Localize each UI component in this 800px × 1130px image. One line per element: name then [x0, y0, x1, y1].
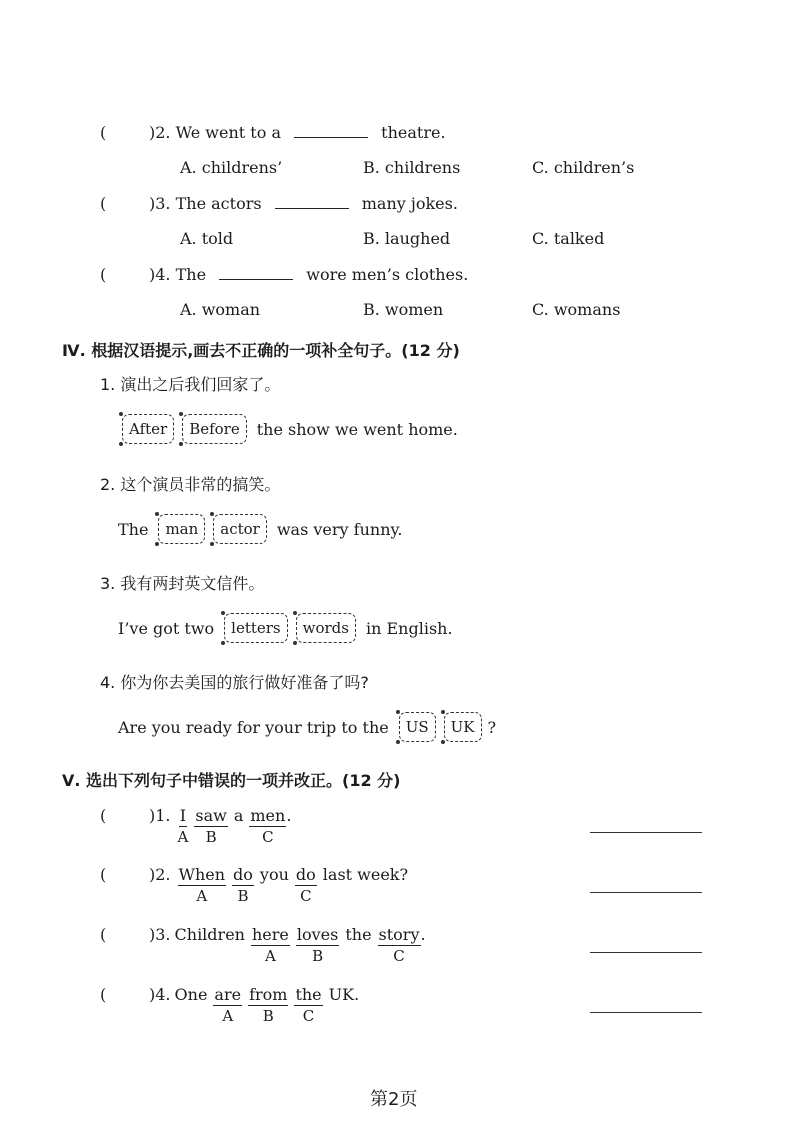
- sentence-tail: in English.: [365, 618, 453, 638]
- correction-line[interactable]: [590, 892, 702, 893]
- question-text: [149, 265, 468, 284]
- question-text: [149, 194, 458, 213]
- plain-word: UK.: [328, 985, 360, 1004]
- plain-word: .: [420, 925, 426, 944]
- answer-paren[interactable]: (: [100, 123, 107, 142]
- choice-box-man[interactable]: man: [158, 514, 205, 544]
- question-number: )4.: [149, 985, 171, 1004]
- choice-box-after[interactable]: After: [122, 414, 174, 444]
- section-4-item-1-sentence: [118, 414, 458, 444]
- option-c[interactable]: C. talked: [532, 229, 605, 248]
- underlined-part-c: do C: [295, 865, 316, 905]
- question-after: theatre.: [381, 123, 446, 142]
- section-4-item-4-chinese: 4. 你为你去美国的旅行做好准备了吗?: [100, 673, 369, 692]
- answer-paren[interactable]: (: [100, 985, 107, 1004]
- answer-paren[interactable]: (: [100, 865, 107, 884]
- option-b[interactable]: B. laughed: [363, 229, 451, 248]
- fill-blank: [275, 194, 349, 209]
- question-number: )3.: [149, 194, 171, 213]
- plain-word: you: [259, 865, 289, 884]
- plain-word: One: [174, 985, 208, 1004]
- underlined-part-c: the C: [295, 985, 322, 1025]
- error-sentence: [149, 865, 408, 906]
- option-c[interactable]: C. children’s: [532, 158, 635, 177]
- correction-line[interactable]: [590, 1012, 702, 1013]
- sentence-tail: was very funny.: [276, 519, 403, 539]
- underlined-part-c: story C: [378, 925, 420, 965]
- underlined-part-b: saw B: [195, 806, 227, 846]
- question-number: )2.: [149, 865, 171, 884]
- sentence-head: Are you ready for your trip to the: [118, 717, 389, 737]
- question-before: The actors: [175, 194, 262, 213]
- correction-line[interactable]: [590, 952, 702, 953]
- plain-word: last week?: [322, 865, 409, 884]
- option-c[interactable]: C. womans: [532, 300, 621, 319]
- sentence-head: I’ve got two: [118, 618, 215, 638]
- correction-line[interactable]: [590, 832, 702, 833]
- choice-box-letters[interactable]: letters: [224, 613, 287, 643]
- underlined-part-b: from B: [249, 985, 288, 1025]
- question-before: The: [175, 265, 207, 284]
- question-after: wore men’s clothes.: [306, 265, 469, 284]
- option-a[interactable]: A. woman: [180, 300, 261, 319]
- plain-word: Children: [174, 925, 245, 944]
- underlined-part-b: loves B: [296, 925, 339, 965]
- sentence-head: The: [118, 519, 149, 539]
- choice-box-before[interactable]: Before: [182, 414, 247, 444]
- question-after: many jokes.: [361, 194, 458, 213]
- error-sentence: [149, 985, 359, 1026]
- error-sentence: [149, 806, 291, 847]
- option-a[interactable]: A. childrens’: [180, 158, 283, 177]
- section-4-item-2-chinese: 2. 这个演员非常的搞笑。: [100, 475, 281, 494]
- section-4-heading: Ⅳ. 根据汉语提示,画去不正确的一项补全句子。(12 分): [62, 341, 460, 360]
- plain-word: .: [286, 806, 292, 825]
- option-b[interactable]: B. women: [363, 300, 444, 319]
- underlined-part-a: here A: [251, 925, 289, 965]
- section-4-item-2-sentence: [118, 514, 403, 544]
- section-4-item-1-chinese: 1. 演出之后我们回家了。: [100, 375, 281, 394]
- underlined-part-a: When A: [178, 865, 226, 905]
- underlined-part-a: I A: [177, 806, 189, 846]
- underlined-part-c: men C: [250, 806, 286, 846]
- question-number: )1.: [149, 806, 171, 825]
- fill-blank: [294, 123, 368, 138]
- fill-blank: [219, 265, 293, 280]
- choice-box-words[interactable]: words: [296, 613, 356, 643]
- section-4-item-3-sentence: [118, 613, 453, 643]
- question-text: [149, 123, 446, 142]
- sentence-tail: the show we went home.: [256, 419, 458, 439]
- plain-word: a: [233, 806, 244, 825]
- question-number: )4.: [149, 265, 171, 284]
- option-b[interactable]: B. childrens: [363, 158, 461, 177]
- option-a[interactable]: A. told: [180, 229, 234, 248]
- question-number: )3.: [149, 925, 171, 944]
- choice-box-uk[interactable]: UK: [444, 712, 482, 742]
- answer-paren[interactable]: (: [100, 806, 107, 825]
- section-4-item-3-chinese: 3. 我有两封英文信件。: [100, 574, 265, 593]
- section-4-item-4-sentence: [118, 712, 496, 742]
- answer-paren[interactable]: (: [100, 925, 107, 944]
- question-before: We went to a: [175, 123, 281, 142]
- choice-box-us[interactable]: US: [399, 712, 436, 742]
- answer-paren[interactable]: (: [100, 265, 107, 284]
- error-sentence: [149, 925, 426, 966]
- choice-box-actor[interactable]: actor: [213, 514, 267, 544]
- section-5-heading: Ⅴ. 选出下列句子中错误的一项并改正。(12 分): [62, 771, 401, 790]
- page-number: 第2页: [370, 1089, 418, 1110]
- plain-word: the: [345, 925, 372, 944]
- underlined-part-a: are A: [214, 985, 242, 1025]
- question-number: )2.: [149, 123, 171, 142]
- answer-paren[interactable]: (: [100, 194, 107, 213]
- underlined-part-b: do B: [233, 865, 253, 905]
- sentence-tail: ?: [487, 717, 497, 737]
